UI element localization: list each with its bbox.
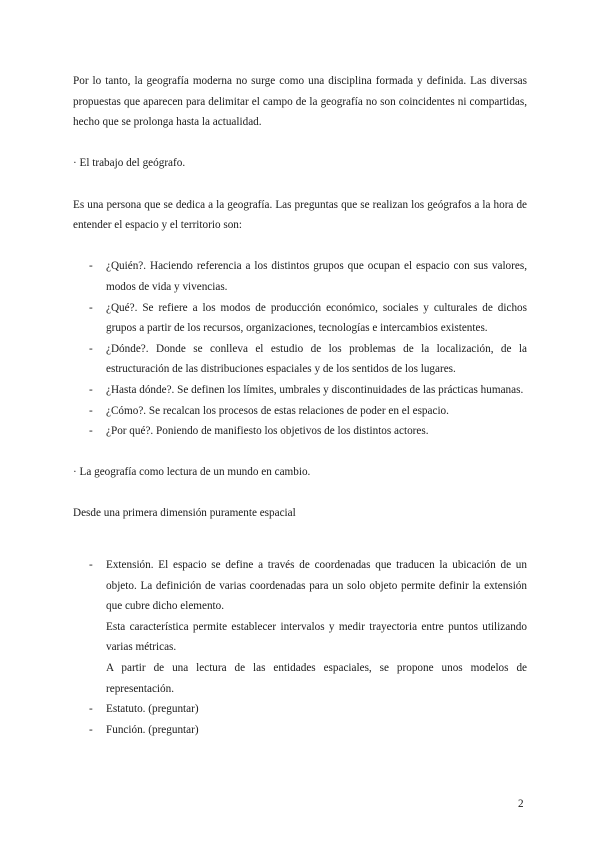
dimension-list bbox=[73, 555, 527, 617]
list-item-text: ¿Quién?. Haciendo referencia a los distintos grupos que ocupan el espacio con sus valores, modos de vida y vivencias. bbox=[106, 260, 527, 293]
list-item bbox=[73, 339, 527, 380]
extension-note: Esta característica permite establecer intervalos y medir trayectoria entre puntos utilizando varias métricas. bbox=[106, 620, 527, 654]
list-item-text: ¿Hasta dónde?. Se definen los límites, umbrales y discontinuidades de las prácticas humanas. bbox=[106, 383, 524, 396]
bullet-dash: - bbox=[89, 301, 93, 314]
list-item-text: ¿Qué?. Se refiere a los modos de producción económico, sociales y culturales de dichos grupos a partir de los recursos, organizaciones, tecnologías e intercambios existentes. bbox=[106, 301, 527, 335]
list-item bbox=[73, 256, 527, 297]
list-item-text: ¿Dónde?. Donde se conlleva el estudio de los problemas de la localización, de la estructuración de las distribuciones espaciales y de los sentidos de los lugares. bbox=[106, 342, 527, 376]
list-item bbox=[73, 421, 527, 442]
list-item-estatuto bbox=[73, 699, 527, 720]
list-item-extension bbox=[73, 555, 527, 617]
questions-list bbox=[73, 256, 527, 441]
dimension-paragraph: Desde una primera dimensión puramente espacial bbox=[73, 507, 296, 520]
dimension-list-continued bbox=[73, 699, 527, 740]
spacer bbox=[73, 133, 527, 154]
spacer bbox=[73, 524, 527, 555]
list-item-text: Función. (preguntar) bbox=[106, 723, 199, 736]
spacer bbox=[73, 442, 527, 463]
bullet-dash: - bbox=[89, 559, 93, 572]
bullet-dash: - bbox=[89, 260, 93, 273]
list-item bbox=[73, 298, 527, 339]
persona-paragraph: Es una persona que se dedica a la geografía. Las preguntas que se realizan los geógrafos a la hora de entender el espacio y el territorio son: bbox=[73, 198, 527, 232]
page-number: 2 bbox=[518, 798, 524, 810]
list-item-text: Estatuto. (preguntar) bbox=[106, 703, 199, 716]
intro-paragraph: Por lo tanto, la geografía moderna no surge como una disciplina formada y definida. Las diversas propuestas que aparecen para delimitar el campo de la geografía no son coincidentes ni compartidas, hecho que se prolonga hasta la actualidad. bbox=[73, 75, 527, 129]
extension-note: A partir de una lectura de las entidades espaciales, se propone unos modelos de representación. bbox=[106, 662, 527, 695]
list-item-text: ¿Cómo?. Se recalcan los procesos de estas relaciones de poder en el espacio. bbox=[106, 404, 449, 417]
bullet-dash: - bbox=[89, 342, 93, 355]
section-heading-lectura: · La geografía como lectura de un mundo en cambio. bbox=[73, 466, 311, 479]
bullet-dash: - bbox=[89, 383, 93, 396]
bullet-dash: - bbox=[89, 703, 93, 716]
bullet-dash: - bbox=[89, 723, 93, 736]
spacer bbox=[73, 236, 527, 257]
list-item-text: ¿Por qué?. Poniendo de manifiesto los objetivos de los distintos actores. bbox=[106, 425, 429, 438]
list-item bbox=[73, 401, 527, 422]
page-content bbox=[73, 71, 527, 740]
bullet-dash: - bbox=[89, 425, 93, 438]
section-heading-geografo: · El trabajo del geógrafo. bbox=[73, 157, 186, 170]
list-item bbox=[73, 380, 527, 401]
list-item-text: Extensión. El espacio se define a través de coordenadas que traducen la ubicación de un objeto. La definición de varias coordenadas para un solo objeto permite definir la extensión que cubre dicho elemento. bbox=[106, 559, 527, 613]
spacer bbox=[73, 174, 527, 195]
list-item-funcion bbox=[73, 720, 527, 741]
bullet-dash: - bbox=[89, 404, 93, 417]
spacer bbox=[73, 483, 527, 504]
